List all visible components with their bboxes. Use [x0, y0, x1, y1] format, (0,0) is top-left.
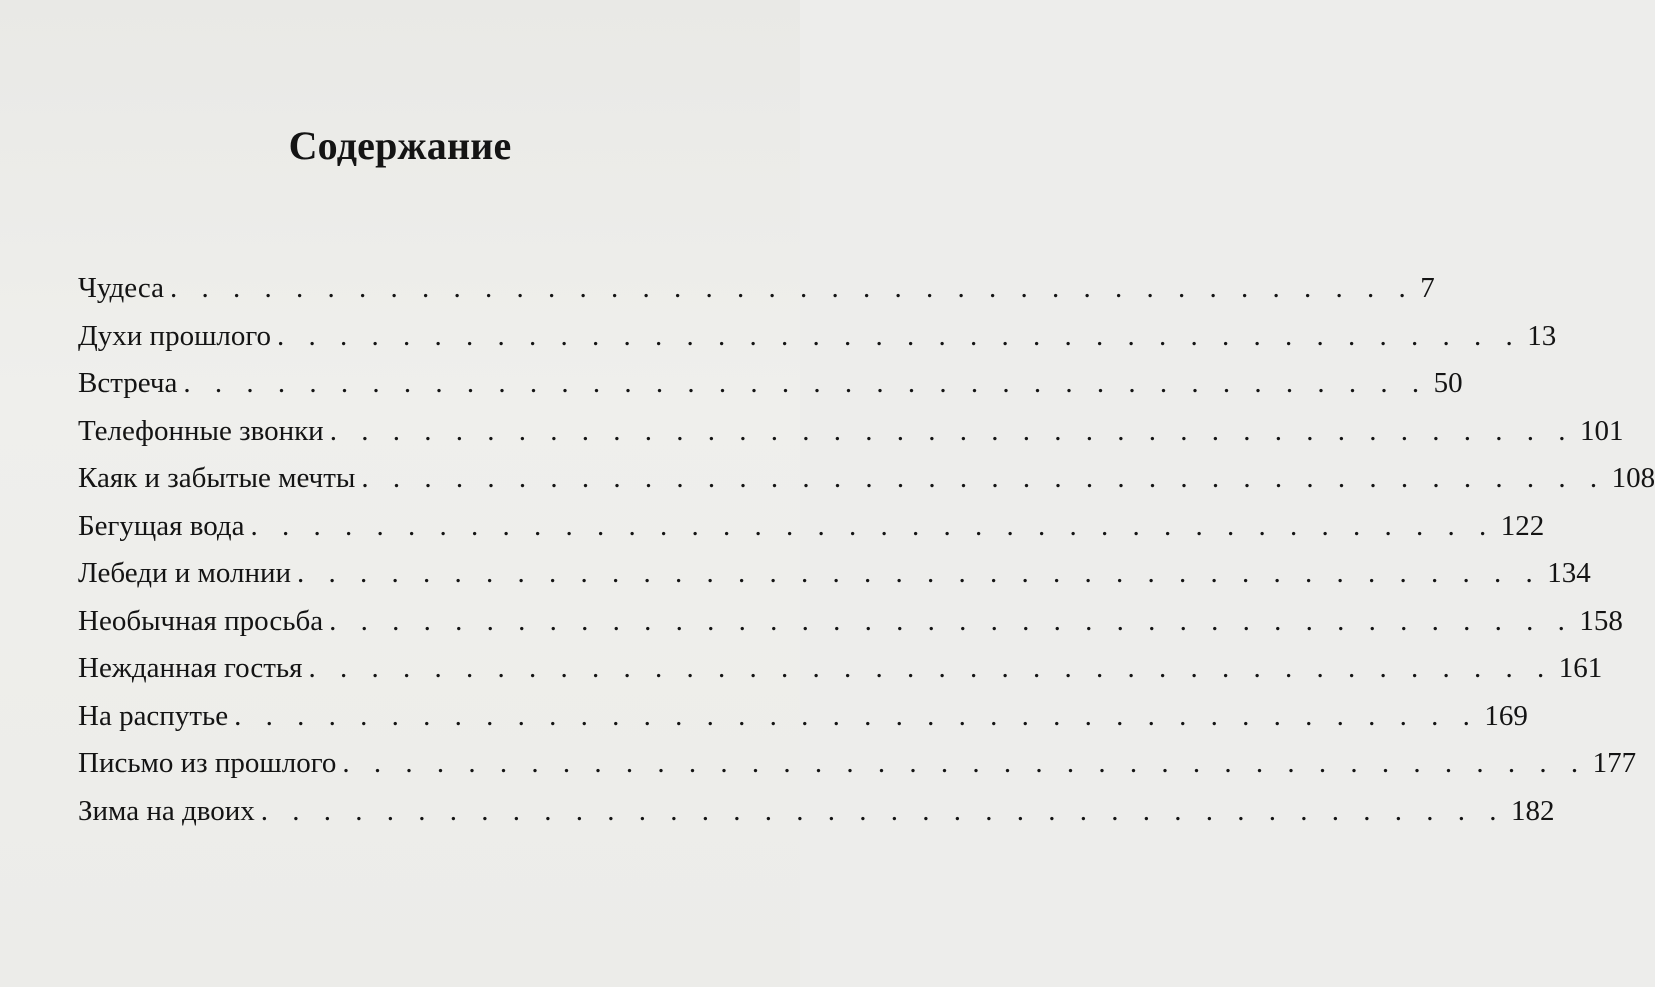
toc-leader-dots: . . . . . . . . . . . . . . . . . . . . . . . . . . . . . . . . . . . . . . . .: [234, 699, 1479, 732]
toc-entry-page: 7: [1420, 272, 1435, 304]
toc-leader-dots: . . . . . . . . . . . . . . . . . . . . . . . . . . . . . . . . . . . . . . . .: [297, 557, 1542, 589]
toc-entry-page: 169: [1484, 699, 1528, 732]
toc-leader-dots: . . . . . . . . . . . . . . . . . . . . . . . . . . . . . . . . . . . . . . . .: [183, 367, 1428, 399]
toc-entry-page: 13: [1527, 319, 1557, 352]
toc-entry[interactable]: [78, 693, 1528, 741]
toc-entry-page: 101: [1579, 414, 1624, 447]
toc-entry[interactable]: [78, 360, 1463, 408]
toc-entry-page: 122: [1500, 509, 1545, 542]
toc-entry[interactable]: [78, 408, 1624, 456]
toc-entry[interactable]: [78, 740, 1637, 788]
toc-entry-title: Каяк и забытые мечты: [78, 462, 356, 494]
toc-entry[interactable]: [78, 313, 1557, 361]
toc-entry-title: На распутье: [78, 699, 229, 732]
toc-leader-dots: . . . . . . . . . . . . . . . . . . . . . . . . . . . . . . . . . . . . . . . .: [169, 272, 1415, 304]
toc-leader-dots: . . . . . . . . . . . . . . . . . . . . . . . . . . . . . . . . . . . . . . . .: [277, 319, 1522, 352]
toc-entry-title: Письмо из прошлого: [78, 747, 337, 779]
toc-entry-page: 108: [1611, 462, 1655, 494]
toc-entry[interactable]: [78, 550, 1591, 598]
toc-entry-title: Лебеди и молнии: [78, 557, 291, 589]
toc-leader-dots: . . . . . . . . . . . . . . . . . . . . . . . . . . . . . . . . . . . . . . . .: [329, 604, 1574, 637]
toc-leader-dots: . . . . . . . . . . . . . . . . . . . . . . . . . . . . . . . . . . . . . . . .: [342, 747, 1587, 779]
toc-entry-page: 50: [1433, 367, 1463, 399]
toc-leader-dots: . . . . . . . . . . . . . . . . . . . . . . . . . . . . . . . . . . . . . . . .: [361, 462, 1606, 494]
toc-leader-dots: . . . . . . . . . . . . . . . . . . . . . . . . . . . . . . . . . . . . . . . .: [329, 414, 1574, 447]
toc-entry-title: Нежданная гостья: [78, 652, 303, 684]
toc-entry[interactable]: [78, 788, 1555, 836]
toc-entry-page: 134: [1547, 557, 1591, 589]
toc-entry-page: 177: [1592, 747, 1637, 779]
toc-entry-title: Духи прошлого: [78, 319, 272, 352]
toc-entry-title: Чудеса: [78, 272, 164, 304]
toc-entry-title: Бегущая вода: [78, 509, 245, 542]
toc-entry[interactable]: [78, 265, 1435, 313]
toc-entry-title: Телефонные звонки: [78, 414, 324, 447]
toc-entry[interactable]: [78, 455, 1655, 503]
toc-leader-dots: . . . . . . . . . . . . . . . . . . . . . . . . . . . . . . . . . . . . . . . .: [308, 652, 1553, 684]
page-title: Содержание: [288, 123, 512, 168]
toc-entry-page: 182: [1510, 794, 1555, 827]
table-of-contents: [78, 265, 1655, 835]
toc-leader-dots: . . . . . . . . . . . . . . . . . . . . . . . . . . . . . . . . . . . . . . . .: [250, 509, 1495, 542]
toc-entry[interactable]: [78, 503, 1545, 551]
toc-entry-title: Зима на двоих: [78, 794, 255, 827]
toc-entry-page: 161: [1558, 652, 1603, 684]
toc-entry-title: Встреча: [78, 367, 178, 399]
toc-entry[interactable]: [78, 598, 1623, 646]
toc-leader-dots: . . . . . . . . . . . . . . . . . . . . . . . . . . . . . . . . . . . . . . . .: [260, 794, 1505, 827]
toc-entry-page: 158: [1579, 604, 1623, 637]
toc-entry-title: Необычная просьба: [78, 604, 324, 637]
toc-entry[interactable]: [78, 645, 1603, 693]
